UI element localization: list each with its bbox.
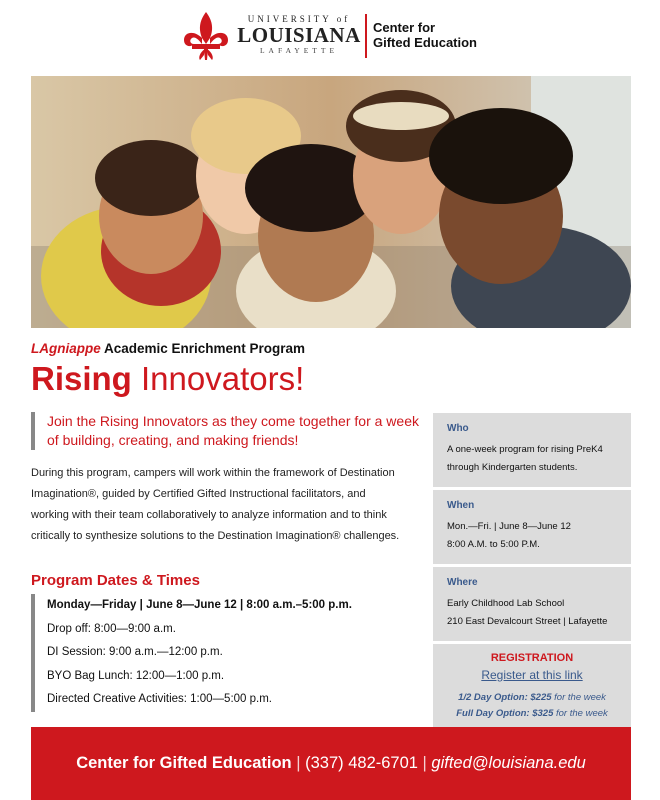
register-link[interactable]: Register at this link xyxy=(481,668,583,682)
half-day-label: 1/2 Day Option: $225 xyxy=(458,692,552,703)
registration-box xyxy=(433,644,631,732)
info-sidebar xyxy=(433,413,631,732)
full-day-label: Full Day Option: $325 xyxy=(456,708,554,719)
half-day-option xyxy=(439,690,625,706)
fleur-de-lis-logo-icon xyxy=(178,8,234,64)
dates-item: Directed Creative Activities: 1:00—5:00 p.m. xyxy=(47,693,272,705)
header xyxy=(0,0,660,76)
intro-callout: Join the Rising Innovators as they come together for a week of building, creating, and making friends! xyxy=(31,412,427,450)
children-photo-image xyxy=(31,76,631,328)
who-line: through Kindergarten students. xyxy=(447,462,578,473)
when-box xyxy=(433,490,631,564)
footer-separator: | xyxy=(291,754,306,772)
header-divider xyxy=(365,14,367,58)
footer-center-name: Center for Gifted Education xyxy=(76,754,292,772)
title-rest: Innovators! xyxy=(131,360,305,397)
wordmark-lafayette: LAFAYETTE xyxy=(259,46,339,55)
footer-separator: | xyxy=(417,754,432,772)
wordmark-louisiana: LOUISIANA xyxy=(237,23,361,47)
where-label: Where xyxy=(447,577,478,588)
when-line: 8:00 A.M. to 5:00 P.M. xyxy=(447,539,540,550)
program-eyebrow xyxy=(31,341,305,356)
where-line: Early Childhood Lab School xyxy=(447,598,565,609)
when-line: Mon.—Fri. | June 8—June 12 xyxy=(447,521,571,532)
dates-list xyxy=(31,594,427,712)
who-box xyxy=(433,413,631,487)
footer-phone[interactable]: (337) 482-6701 xyxy=(305,754,418,772)
dates-heading: Program Dates & Times xyxy=(31,572,200,589)
full-day-suffix: for the week xyxy=(553,708,608,719)
where-box xyxy=(433,567,631,641)
footer-email[interactable]: gifted@louisiana.edu xyxy=(431,754,586,772)
footer-bar xyxy=(31,727,631,800)
center-name-line1: Center for xyxy=(373,20,436,35)
registration-heading: REGISTRATION xyxy=(490,652,574,664)
where-line: 210 East Devalcourt Street | Lafayette xyxy=(447,616,608,627)
page-title xyxy=(31,359,304,399)
program-description: During this program, campers will work within the framework of Destination Imagination®, guided by Certified Gifted Instructional facilitators, and working with their team collaboratively to analyze information and to think critically to synthesize solutions to the Destination Imagination® challenges. xyxy=(31,467,400,542)
dates-item: BYO Bag Lunch: 12:00—1:00 p.m. xyxy=(47,669,225,682)
dates-item: DI Session: 9:00 a.m.—12:00 p.m. xyxy=(47,646,223,658)
half-day-suffix: for the week xyxy=(551,692,606,703)
center-name xyxy=(373,20,503,50)
full-day-option xyxy=(439,706,625,722)
who-label: Who xyxy=(447,423,469,434)
dates-item: Monday—Friday | June 8—June 12 | 8:00 a.m.–5:00 p.m. xyxy=(47,599,352,611)
center-name-line2: Gifted Education xyxy=(373,35,477,50)
title-bold: Rising xyxy=(31,360,132,397)
wordmark-university: UNIVERSITY of xyxy=(247,14,351,24)
who-line: A one-week program for rising PreK4 xyxy=(447,444,603,455)
university-wordmark xyxy=(236,14,362,55)
eyebrow-text: Academic Enrichment Program xyxy=(100,341,306,356)
when-label: When xyxy=(447,500,475,511)
hero-photo xyxy=(31,76,631,328)
lagniappe-brand: LAgniappe xyxy=(31,341,101,356)
dates-item: Drop off: 8:00—9:00 a.m. xyxy=(47,622,176,635)
